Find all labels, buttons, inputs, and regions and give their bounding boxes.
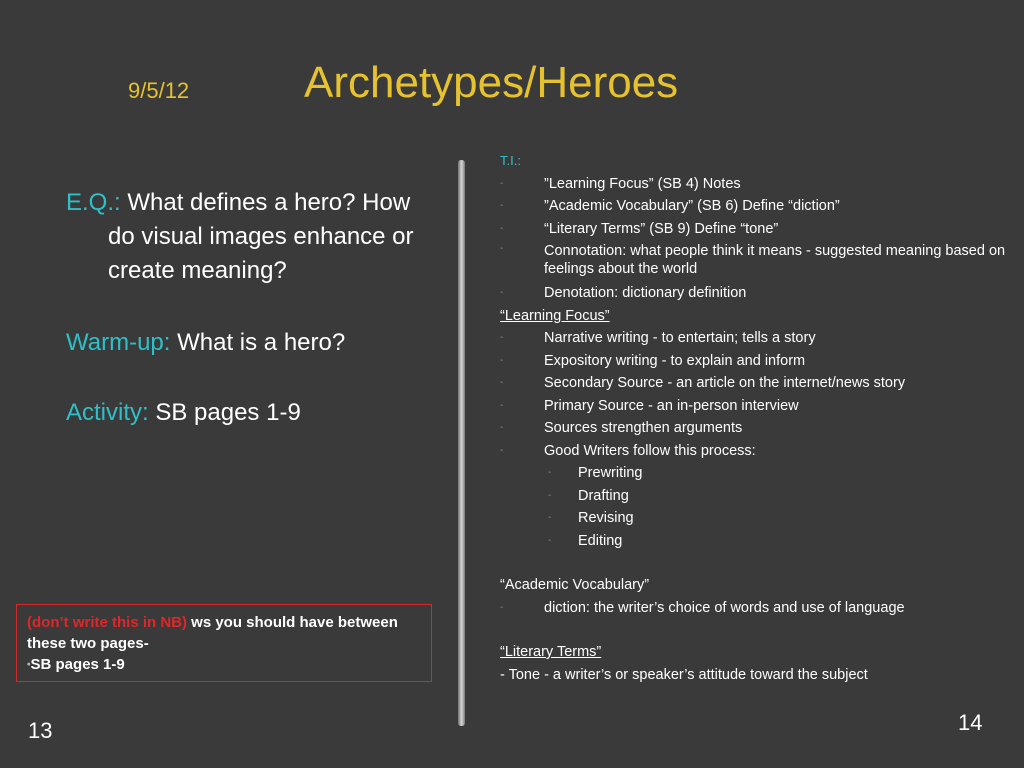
dash-icon: - [500, 332, 504, 343]
dash-icon: - [548, 467, 552, 478]
warmup-label: Warm-up: [66, 329, 171, 356]
lt-item: - Tone - a writer’s or speaker’s attitude toward the subject [500, 666, 868, 683]
lf-item-text: Sources strengthen arguments [544, 420, 743, 436]
left-column [66, 186, 436, 430]
essential-question [66, 186, 436, 288]
ti-item-text: Denotation: dictionary definition [544, 285, 747, 301]
eq-label: E.Q.: [66, 189, 121, 216]
process-step [500, 507, 1010, 530]
process-step-text: Revising [578, 510, 634, 526]
process-step [500, 485, 1010, 508]
ti-item [500, 173, 1010, 196]
lf-item-text: Narrative writing - to entertain; tells a story [544, 330, 816, 346]
notice-line [27, 612, 421, 654]
notice-item-text: SB pages 1-9 [30, 656, 125, 673]
ti-item-text: Connotation: what people think it means - suggested meaning based on feelings about the world [544, 243, 1006, 277]
dash-icon: - [500, 377, 504, 388]
ti-item [500, 218, 1010, 241]
activity-text: SB pages 1-9 [148, 399, 301, 426]
ti-item-text: “Literary Terms” (SB 9) Define “tone” [544, 220, 779, 237]
dash-icon: - [500, 444, 504, 456]
notice-warning: (don’t write this in NB) [27, 614, 187, 631]
lf-item [500, 417, 1010, 440]
notice-item [27, 654, 421, 676]
ti-item [500, 195, 1010, 218]
slide-date: 9/5/12 [128, 78, 190, 103]
warm-up [66, 326, 436, 360]
dash-icon: - [548, 489, 552, 501]
learning-focus-heading: “Learning Focus” [500, 307, 610, 324]
lf-item-text: Good Writers follow this process: [544, 442, 756, 459]
lf-item [500, 440, 1010, 463]
process-step-text: Prewriting [578, 465, 643, 481]
process-step [500, 462, 1010, 485]
literary-terms-heading: “Literary Terms” [500, 644, 602, 660]
right-column [500, 150, 1010, 686]
process-step-text: Drafting [578, 487, 629, 504]
ti-item-text: ”Learning Focus” (SB 4) Notes [544, 175, 741, 192]
notice-box [16, 604, 432, 682]
dash-icon: - [500, 422, 504, 433]
academic-vocabulary-heading: “Academic Vocabulary” [500, 577, 650, 593]
page-number-right: 14 [958, 710, 983, 735]
av-item-text: diction: the writer’s choice of words and use of language [544, 599, 905, 616]
lf-item [500, 327, 1010, 350]
lf-item-text: Expository writing - to explain and inform [544, 352, 806, 369]
slide-title: Archetypes/Heroes [304, 58, 679, 107]
dash-icon: - [500, 601, 504, 613]
ti-heading: T.I.: [500, 153, 521, 168]
dash-icon: - [548, 512, 552, 523]
column-divider [458, 160, 465, 726]
lf-item-text: Primary Source - an in-person interview [544, 397, 799, 414]
lf-item-text: Secondary Source - an article on the internet/news story [544, 375, 906, 391]
lf-item [500, 350, 1010, 373]
dash-icon: - [500, 243, 504, 254]
eq-text: What defines a hero? How do visual images enhance or create meaning? [108, 189, 414, 284]
dash-icon: - [500, 354, 504, 366]
process-step-text: Editing [578, 532, 623, 549]
bullet-icon: • [27, 659, 31, 671]
ti-item [500, 240, 1010, 282]
page-number-left: 13 [28, 718, 53, 743]
process-step [500, 530, 1010, 553]
lf-item [500, 372, 1010, 395]
ti-item [500, 282, 1010, 305]
dash-icon: - [500, 222, 504, 234]
dash-icon: - [500, 399, 504, 411]
activity [66, 396, 436, 430]
dash-icon: - [548, 534, 552, 546]
dash-icon: - [500, 200, 504, 211]
ti-item-text: ”Academic Vocabulary” (SB 6) Define “diction” [544, 198, 840, 214]
notice-text: ws you should have between these two pages- [27, 614, 398, 652]
activity-label: Activity: [66, 399, 149, 426]
dash-icon: - [500, 287, 504, 298]
lf-item [500, 395, 1010, 418]
av-item [500, 597, 1010, 620]
dash-icon: - [500, 177, 504, 189]
warmup-text: What is a hero? [170, 329, 346, 356]
